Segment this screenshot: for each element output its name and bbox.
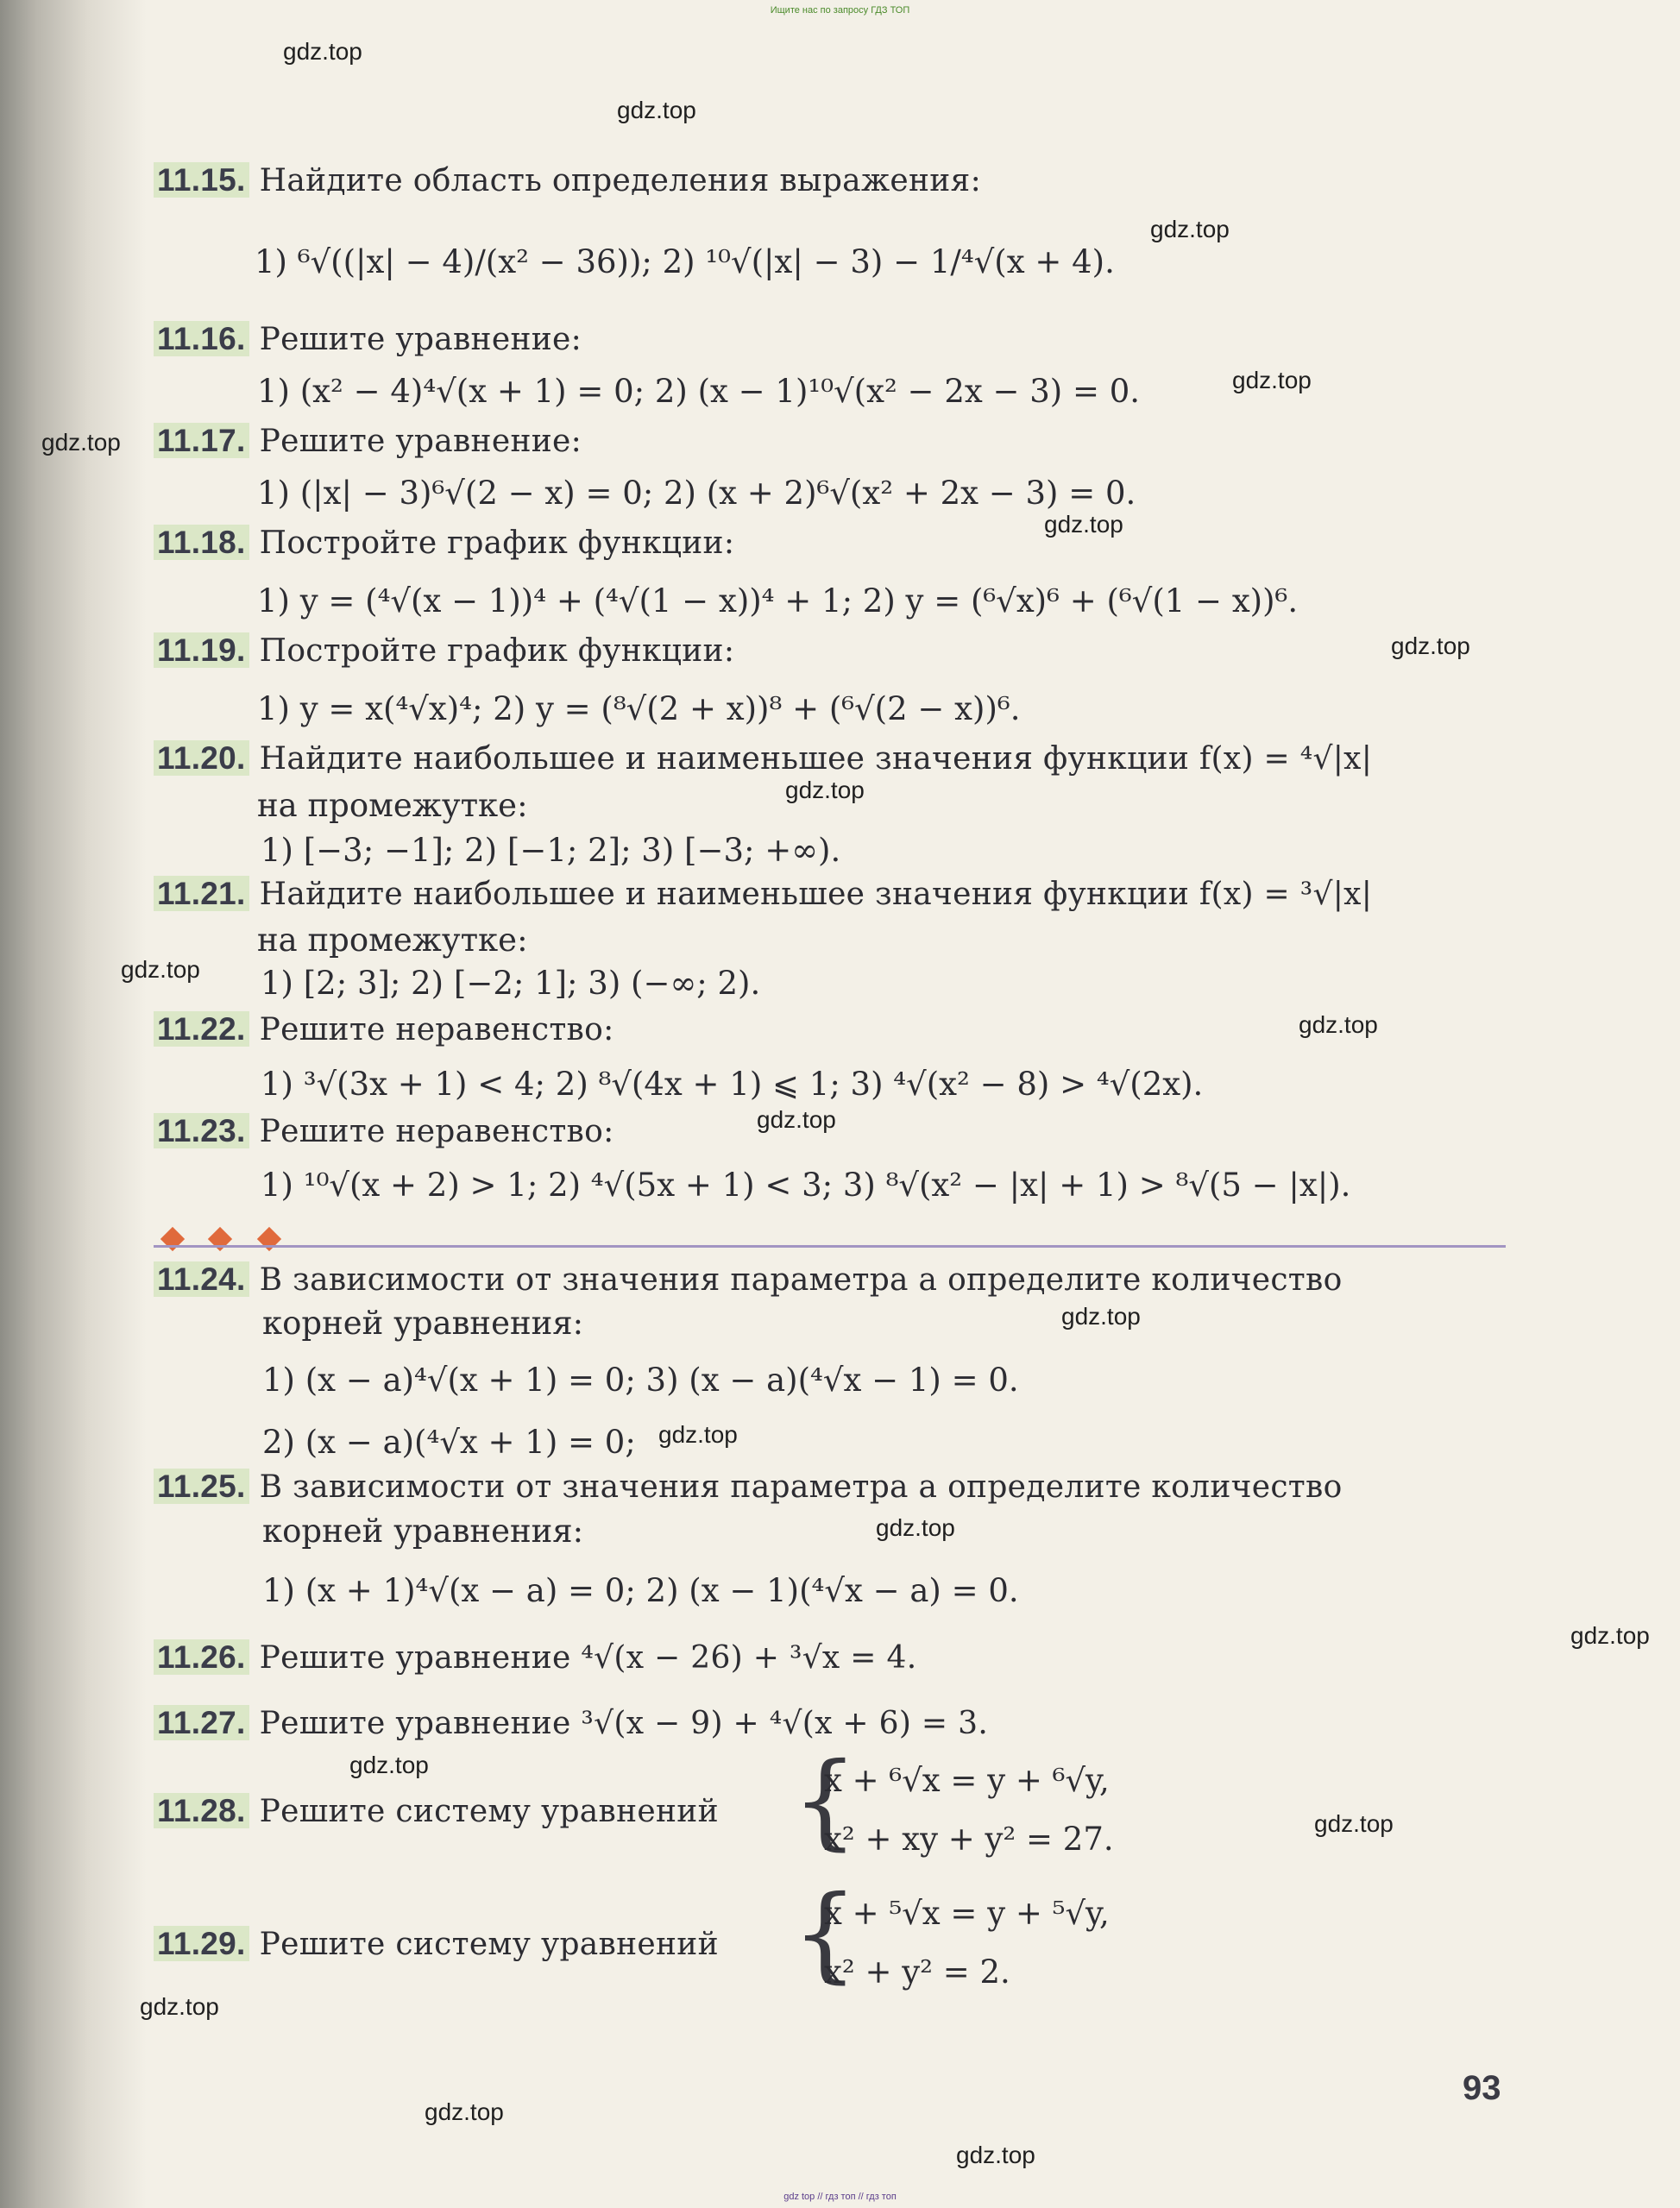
watermark: gdz.top [140,1993,219,2020]
problem-header [154,1926,719,1962]
problem-number: 11.29. [154,1926,249,1961]
watermark: gdz.top [757,1106,836,1133]
problem-number: 11.22. [154,1011,249,1047]
problem-line: 1) (x² − 4)⁴√(x + 1) = 0; 2) (x − 1)¹⁰√(x² − 2x − 3) = 0. [257,373,1141,410]
problem-number: 11.18. [154,525,249,560]
watermark: gdz.top [1299,1011,1378,1038]
watermark: gdz.top [349,1752,429,1778]
problem-line: корней уравнения: [262,1305,584,1342]
watermark: gdz.top [658,1421,738,1448]
system-brace: { [792,1874,859,1994]
watermark: gdz.top [1391,632,1470,659]
watermark: gdz.top [785,777,865,803]
system-equation: x + ⁶√x = y + ⁶√y, [824,1762,1110,1799]
system-equation: x² + y² = 2. [824,1953,1010,1991]
problem-header [154,740,1372,777]
problem-number: 11.28. [154,1793,249,1828]
watermark: gdz.top [1570,1622,1650,1649]
problem-header [154,1705,988,1741]
problem-line: 2) (x − a)(⁴√x + 1) = 0; [262,1424,636,1461]
problem-number: 11.21. [154,876,249,911]
problem-text: Решите уравнение: [259,424,582,459]
watermark: gdz.top [617,97,696,123]
problem-text: Постройте график функции: [259,633,735,669]
problem-text: Решите неравенство: [259,1114,614,1149]
problem-text: Постройте график функции: [259,525,735,561]
problem-text: Решите систему уравнений [259,1927,719,1962]
problem-text: Решите уравнение: [259,322,582,357]
system-equation: x + ⁵√x = y + ⁵√y, [824,1895,1110,1932]
page-gutter-shadow [0,0,147,2208]
problem-line: 1) (x + 1)⁴√(x − a) = 0; 2) (x − 1)(⁴√x − a) = 0. [262,1572,1019,1609]
problem-line: 1) ¹⁰√(x + 2) > 1; 2) ⁴√(5x + 1) < 3; 3) ⁸√(x² − |x| + 1) > ⁸√(5 − |x|). [261,1167,1351,1204]
watermark: gdz.top [876,1514,955,1541]
problem-text: Найдите наибольшее и наименьшее значения функции f(x) = ³√|x| [259,877,1373,912]
watermark: gdz.top [1150,216,1230,242]
problem-number: 11.26. [154,1639,249,1675]
problem-number: 11.20. [154,740,249,776]
problem-header [154,1639,916,1676]
problem-number: 11.23. [154,1113,249,1148]
problem-line: 1) [2; 3]; 2) [−2; 1]; 3) (−∞; 2). [261,965,761,1002]
watermark: gdz.top [283,38,362,65]
problem-line: 1) [−3; −1]; 2) [−1; 2]; 3) [−3; +∞). [261,832,841,869]
problem-line: 1) (x − a)⁴√(x + 1) = 0; 3) (x − a)(⁴√x − 1) = 0. [262,1362,1019,1399]
problem-header [154,162,981,198]
problem-number: 11.24. [154,1261,249,1297]
problem-header [154,321,582,357]
problem-text: В зависимости от значения параметра a определите количество [259,1469,1343,1505]
problem-text: В зависимости от значения параметра a определите количество [259,1262,1343,1298]
problem-number: 11.19. [154,632,249,668]
problem-header [154,525,734,561]
section-separator [154,1245,1506,1248]
problem-line: 1) (|x| − 3)⁶√(2 − x) = 0; 2) (x + 2)⁶√(x² + 2x − 3) = 0. [257,475,1136,512]
watermark: gdz.top [121,956,200,983]
problem-header [154,1793,719,1829]
problem-line: 1) ³√(3x + 1) < 4; 2) ⁸√(4x + 1) ⩽ 1; 3) ⁴√(x² − 8) > ⁴√(2x). [261,1066,1204,1103]
problem-line: на промежутке: [257,922,528,959]
problem-number: 11.27. [154,1705,249,1740]
problem-number: 11.16. [154,321,249,356]
problem-text: Решите уравнение ³√(x − 9) + ⁴√(x + 6) = 3. [259,1706,989,1741]
problem-number: 11.15. [154,162,249,198]
page-number: 93 [1463,2069,1501,2107]
problem-line: 1) y = (⁴√(x − 1))⁴ + (⁴√(1 − x))⁴ + 1; 2) y = (⁶√x)⁶ + (⁶√(1 − x))⁶. [257,582,1299,620]
watermark: gdz.top [425,2098,504,2125]
watermark: gdz.top [1044,511,1123,538]
problem-text: Решите систему уравнений [259,1794,719,1829]
watermark: gdz.top [1232,367,1312,393]
problem-line: 1) ⁶√((|x| − 4)/(x² − 36)); 2) ¹⁰√(|x| − 3) − 1/⁴√(x + 4). [255,243,1115,280]
problem-header [154,423,582,459]
problem-number: 11.25. [154,1469,249,1504]
problem-text: Решите неравенство: [259,1012,614,1047]
watermark: gdz.top [956,2142,1035,2168]
system-brace: { [792,1741,859,1861]
problem-header [154,1261,1343,1298]
system-equation: x² + xy + y² = 27. [824,1821,1114,1858]
bottom-banner[interactable]: gdz top // гдз топ // гдз топ [783,2192,897,2202]
problem-text: Решите уравнение ⁴√(x − 26) + ³√x = 4. [259,1640,917,1676]
top-banner[interactable]: Ищите нас по запросу ГДЗ ТОП [770,5,910,16]
problem-header [154,876,1372,912]
problem-line: корней уравнения: [262,1513,584,1550]
problem-text: Найдите область определения выражения: [259,163,981,198]
watermark: gdz.top [1314,1810,1394,1837]
watermark: gdz.top [1061,1303,1141,1330]
problem-line: 1) y = x(⁴√x)⁴; 2) y = (⁸√(2 + x))⁸ + (⁶√(2 − x))⁶. [257,690,1021,727]
problem-number: 11.17. [154,423,249,458]
problem-line: на промежутке: [257,787,528,824]
problem-header [154,1011,614,1047]
problem-header [154,1113,614,1149]
problem-text: Найдите наибольшее и наименьшее значения функции f(x) = ⁴√|x| [259,741,1373,777]
problem-header [154,1469,1343,1505]
watermark: gdz.top [41,429,121,456]
problem-header [154,632,734,669]
